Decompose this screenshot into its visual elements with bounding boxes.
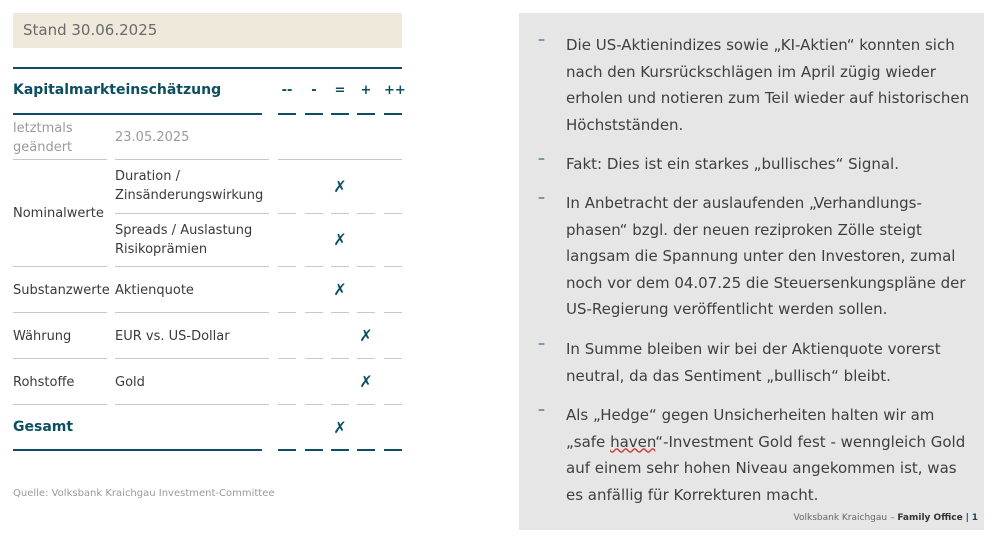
- row-seg: [305, 404, 323, 405]
- row-rule: [13, 266, 107, 267]
- item-gold: Gold: [115, 375, 145, 390]
- table-title: Kapitalmarkteinschätzung: [13, 82, 222, 98]
- row-rule: [13, 312, 107, 313]
- row-seg: [384, 266, 402, 267]
- changed-date: 23.05.2025: [115, 130, 190, 145]
- row-seg: [384, 312, 402, 313]
- header-seg: [278, 113, 296, 115]
- row-rule: [115, 266, 269, 267]
- total-label: Gesamt: [13, 419, 74, 435]
- row-seg: [357, 404, 375, 405]
- row-seg: [305, 312, 323, 313]
- row-seg: [357, 213, 375, 214]
- changed-label: letztmals geändert: [13, 121, 73, 155]
- row-rule: [13, 159, 107, 160]
- header-seg: [384, 113, 402, 115]
- row-rule: [13, 404, 107, 405]
- row-seg: [331, 213, 349, 214]
- row-rule: [115, 312, 269, 313]
- rating-mark-eur-usd: ✗: [359, 326, 373, 345]
- bullet-text: Die US-Aktienindizes sowie „KI-Aktien“ konnten sich nach den Kursrückschlägen im April zügig wieder erholen und notieren zum Teil wieder auf historischen Höchstständen.: [566, 36, 970, 134]
- row-seg: [305, 358, 323, 359]
- group-rohstoffe: Rohstoffe: [13, 375, 75, 390]
- row-seg: [278, 266, 296, 267]
- bullet-dash: –: [538, 190, 545, 206]
- rating-mark-aktienquote: ✗: [333, 280, 347, 299]
- row-seg: [331, 266, 349, 267]
- total-seg: [384, 449, 402, 451]
- commentary-panel: [519, 13, 984, 530]
- bullet-dash: –: [538, 151, 545, 167]
- total-seg: [305, 449, 323, 451]
- item-spreads: Spreads / Auslastung Risikoprämien: [115, 223, 253, 257]
- group-substanzwerte: Substanzwerte: [13, 283, 110, 298]
- footer-unit: Family Office: [897, 513, 963, 523]
- row-seg: [384, 358, 402, 359]
- scale-negative: -: [311, 83, 317, 98]
- spellcheck-word: haven: [610, 432, 656, 451]
- header-rule: [13, 113, 262, 115]
- row-rule: [278, 159, 402, 160]
- table-top-rule: [13, 67, 402, 69]
- row-rule: [115, 213, 269, 214]
- row-seg: [357, 266, 375, 267]
- row-seg: [278, 358, 296, 359]
- total-seg: [278, 449, 296, 451]
- page-footer: [794, 513, 978, 523]
- bullet-text: In Summe bleiben wir bei der Aktienquote vorerst neutral, da das Sentiment „bullisch“ bleibt.: [566, 340, 941, 385]
- rating-mark-total: ✗: [333, 418, 347, 437]
- row-seg: [357, 312, 375, 313]
- row-rule: [115, 159, 269, 160]
- scale-positive: +: [360, 83, 372, 98]
- bullet-dash: –: [538, 32, 545, 48]
- bullet-text: In Anbetracht der auslaufenden „Verhandlungs-phasen“ bzgl. der neuen reziproken Zölle steigt langsam die Spannung unter den Investoren, zumal noch vor dem 04.07.25 die Steuersenkungspläne der US-Regierung veröffentlicht werden sollen.: [566, 194, 966, 318]
- rating-mark-spreads: ✗: [333, 230, 347, 249]
- bullet-dash: –: [538, 336, 545, 352]
- scale-neutral: =: [334, 83, 346, 98]
- total-rule: [13, 449, 262, 451]
- footer-company: Volksbank Kraichgau –: [793, 513, 898, 523]
- row-seg: [357, 358, 375, 359]
- row-seg: [331, 404, 349, 405]
- bullet-text-part: “-Investment Gold fest - wenngleich Gold auf einem sehr hohen Niveau angekommen ist, was es anfällig für Korrekturen macht.: [566, 432, 966, 504]
- stand-date: Stand 30.06.2025: [13, 13, 402, 48]
- bullet-text: Fakt: Dies ist ein starkes „bullisches“ Signal.: [566, 155, 899, 173]
- row-seg: [384, 213, 402, 214]
- item-duration: Duration / Zinsänderungswirkung: [115, 169, 264, 203]
- group-waehrung: Währung: [13, 329, 72, 344]
- bullet-text: [566, 402, 970, 508]
- footer-separator: |: [965, 513, 969, 523]
- total-seg: [331, 449, 349, 451]
- rating-mark-gold: ✗: [359, 372, 373, 391]
- row-seg: [305, 213, 323, 214]
- scale-very-negative: --: [281, 83, 293, 98]
- header-seg: [305, 113, 323, 115]
- item-eur-usd: EUR vs. US-Dollar: [115, 329, 230, 344]
- row-seg: [305, 266, 323, 267]
- scale-very-positive: ++: [384, 83, 406, 98]
- bullet-dash: –: [538, 402, 545, 418]
- header-seg: [331, 113, 349, 115]
- row-seg: [278, 312, 296, 313]
- row-seg: [331, 312, 349, 313]
- row-rule: [13, 358, 107, 359]
- page-number: 1: [971, 513, 978, 523]
- item-aktienquote: Aktienquote: [115, 283, 194, 298]
- row-seg: [331, 358, 349, 359]
- source-note: Quelle: Volksbank Kraichgau Investment-Committee: [13, 488, 275, 499]
- header-seg: [357, 113, 375, 115]
- row-rule: [115, 358, 269, 359]
- row-rule: [115, 404, 269, 405]
- rating-mark-duration: ✗: [333, 177, 347, 196]
- row-seg: [384, 404, 402, 405]
- row-seg: [278, 404, 296, 405]
- row-seg: [278, 213, 296, 214]
- total-seg: [357, 449, 375, 451]
- bullet-text-part: Als „Hedge“ gegen Unsicherheiten halten wir am „safe: [566, 406, 935, 451]
- group-nominalwerte: Nominalwerte: [13, 206, 104, 221]
